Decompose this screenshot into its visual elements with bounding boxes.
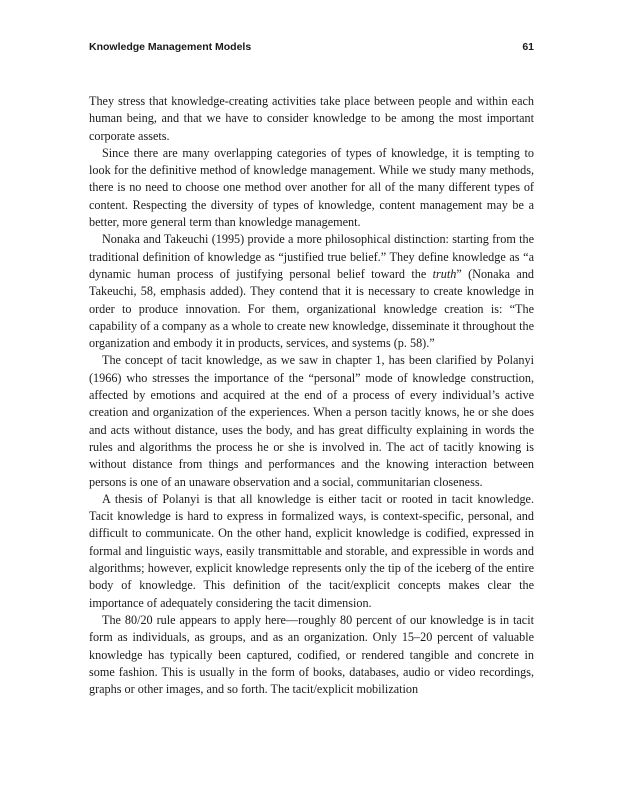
page-number: 61 (522, 41, 534, 53)
paragraph: The 80/20 rule appears to apply here—roughly 80 percent of our knowledge is in tacit form as individuals, as groups, and as an organization. Only 15–20 percent of valuable knowledge has typically been captured, codified, or rendered tangible and concrete in some fashion. This is usually in the form of books, databases, audio or video recordings, graphs or other images, and so forth. The tacit/explicit mobilization (89, 612, 534, 697)
paragraph-text: ” (Nonaka and Takeuchi, 58, emphasis added). They contend that it is necessary to create knowledge in order to produce innovation. For them, organizational knowledge creation is: “The capability of a company as a whole to create new knowledge, disseminate it throughout the organization and embody it in products, services, and systems (p. 58).” (89, 266, 535, 351)
paragraph: They stress that knowledge-creating activities take place between people and within each human being, and that we have to consider knowledge to be among the most important corporate assets. (89, 94, 534, 143)
paragraph: A thesis of Polanyi is that all knowledge is either tacit or rooted in tacit knowledge. Tacit knowledge is hard to express in formalized ways, is context-specific, personal, and difficult to communicate. On the other hand, explicit knowledge is codified, expressed in formal and linguistic ways, easily transmittable and storable, and expressible in words and algorithms; however, explicit knowledge represents only the tip of the iceberg of the entire body of knowledge. This definition of the tacit/explicit concepts makes clear the importance of adequately considering the tacit dimension. (89, 491, 534, 610)
paragraph (89, 231, 534, 352)
running-head (89, 41, 534, 55)
paragraph-text: Nonaka and Takeuchi (1995) provide a more philosophical distinction: starting from the traditional definition of knowledge as “justified true belief.” They define knowledge as “a dynamic human process of justifying personal belief toward the (89, 232, 534, 281)
body-text (89, 93, 534, 698)
paragraph: Since there are many overlapping categories of types of knowledge, it is tempting to look for the definitive method of knowledge management. While we study many methods, there is no need to choose one method over another for all of the many different types of content. Respecting the diversity of types of knowledge, content management may be a better, more general term than knowledge management. (89, 145, 534, 230)
paragraph: The concept of tacit knowledge, as we saw in chapter 1, has been clarified by Polanyi (1966) who stresses the importance of the “personal” mode of knowledge construction, affected by emotions and acquired at the end of a process of every individual’s active creation and organization of the experiences. When a person tacitly knows, he or she does and acts without distance, uses the body, and has great difficulty explaining in words the rules and algorithms the process he or she is involved in. The act of tacitly knowing is without distance from things and performances and the knowing interaction between persons is one of an unaware observation and a social, communitarian closeness. (89, 353, 534, 489)
emphasized-word: truth (432, 266, 457, 281)
chapter-title: Knowledge Management Models (89, 41, 252, 53)
